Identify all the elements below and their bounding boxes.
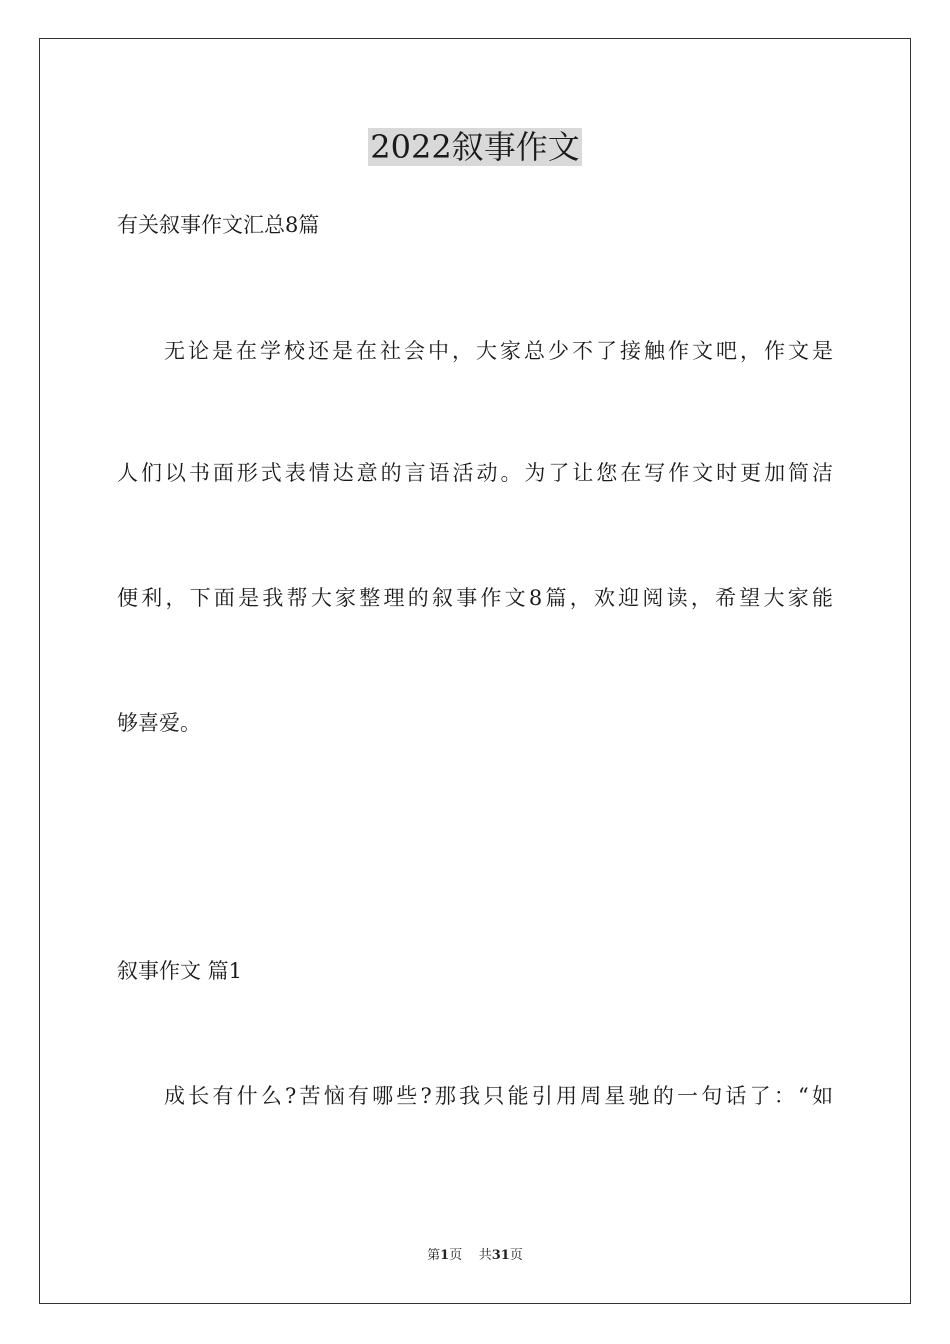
footer-total-suffix: 页 (509, 1248, 523, 1263)
footer-page-suffix: 页 (449, 1248, 463, 1263)
intro-line-3: 便利，下面是我帮大家整理的叙事作文8篇，欢迎阅读，希望大家能 (117, 586, 833, 610)
intro-line-1: 无论是在学校还是在社会中，大家总少不了接触作文吧，作文是 (164, 339, 833, 363)
intro-line-4: 够喜爱。 (117, 711, 201, 735)
footer-page-number: 1 (440, 1248, 450, 1263)
section-heading: 叙事作文 篇1 (117, 959, 243, 983)
document-subtitle: 有关叙事作文汇总8篇 (117, 213, 320, 237)
section-line-1: 成长有什么?苦恼有哪些?那我只能引用周星驰的一句话了：“如 (164, 1084, 833, 1108)
document-title-text: 2022叙事作文 (370, 128, 580, 166)
footer-total-prefix: 共 (478, 1248, 492, 1263)
footer-total-pages: 31 (491, 1248, 510, 1263)
page-footer (0, 1246, 950, 1266)
footer-page-prefix: 第 (427, 1248, 441, 1263)
intro-line-2: 人们以书面形式表情达意的言语活动。为了让您在写作文时更加简洁 (117, 461, 833, 485)
document-title (0, 124, 950, 170)
